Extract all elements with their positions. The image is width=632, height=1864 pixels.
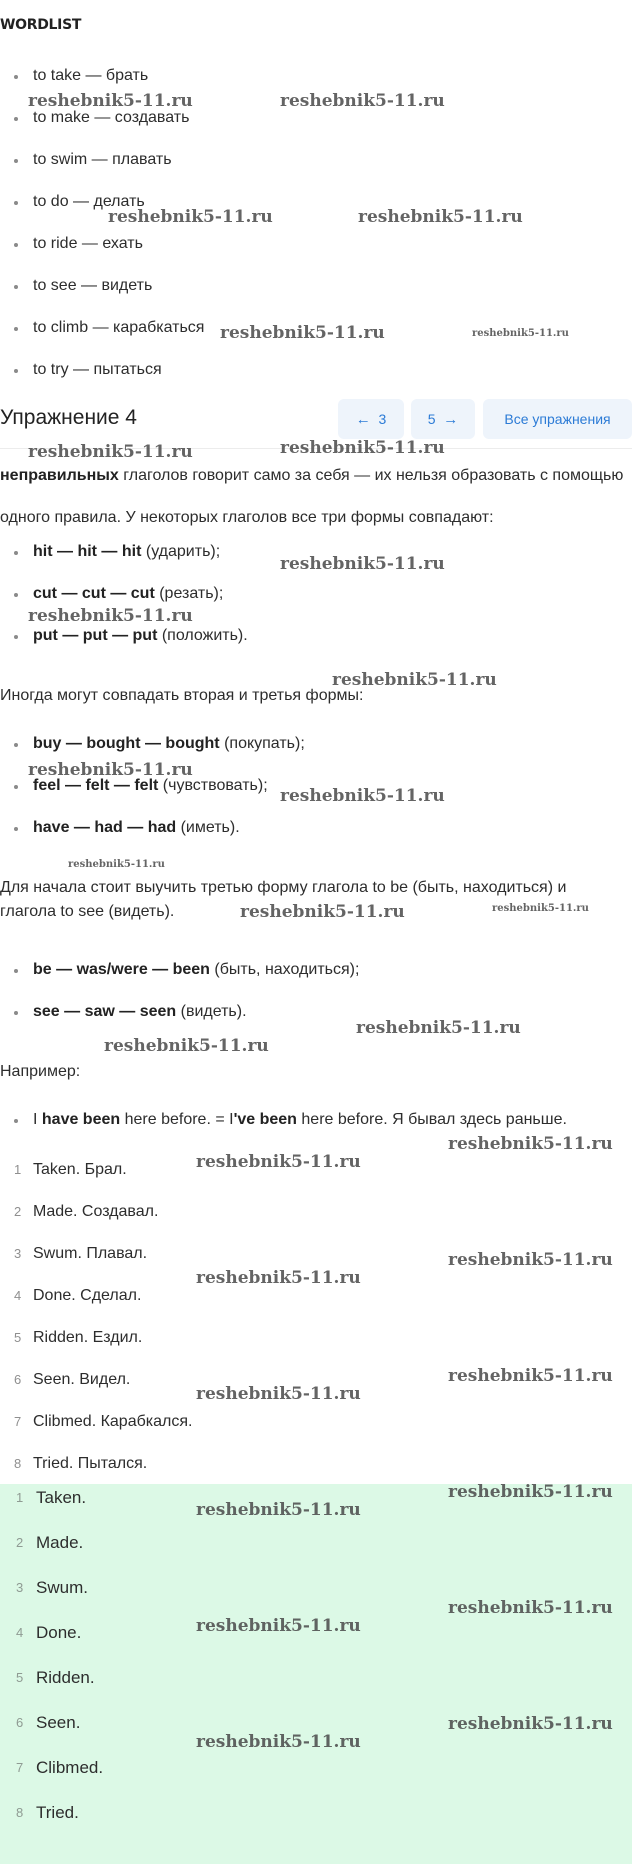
answer-block <box>0 1484 632 1864</box>
wordlist-title: WORDLIST <box>0 17 82 33</box>
watermark: reshebnik5-11.ru <box>356 1018 521 1038</box>
watermark: reshebnik5-11.ru <box>448 1714 613 1734</box>
answer-row: 6 Seen. <box>16 1713 81 1732</box>
bullet-dot-icon <box>14 243 18 247</box>
answer-row: 6 Seen. Видел. <box>14 1371 131 1388</box>
bullet-dot-icon <box>14 369 18 373</box>
watermark: reshebnik5-11.ru <box>68 859 165 870</box>
answer-row: 5 Ridden. Ездил. <box>14 1329 143 1346</box>
prev-exercise-button[interactable]: ← 3 <box>338 399 404 439</box>
watermark: reshebnik5-11.ru <box>280 554 445 574</box>
answer-row: 4 Done. Сделал. <box>14 1287 142 1304</box>
answer-row: 7 Clibmed. <box>16 1758 104 1777</box>
bullet-dot-icon <box>14 1119 18 1123</box>
all-exercises-button[interactable]: Все упражнения <box>483 399 632 439</box>
watermark: reshebnik5-11.ru <box>196 1500 361 1520</box>
watermark: reshebnik5-11.ru <box>196 1268 361 1288</box>
answer-row: 3 Swum. Плавал. <box>14 1245 148 1262</box>
answer-row: 5 Ridden. <box>16 1668 95 1687</box>
watermark: reshebnik5-11.ru <box>448 1482 613 1502</box>
answer-row: 8 Tried. <box>16 1803 79 1822</box>
bullet-dot-icon <box>14 1011 18 1015</box>
watermark: reshebnik5-11.ru <box>28 91 193 111</box>
watermark: reshebnik5-11.ru <box>28 606 193 626</box>
bullet-dot-icon <box>14 117 18 121</box>
watermark: reshebnik5-11.ru <box>358 207 523 227</box>
bullet-dot-icon <box>14 201 18 205</box>
watermark: reshebnik5-11.ru <box>280 786 445 806</box>
watermark: reshebnik5-11.ru <box>108 207 273 227</box>
watermark: reshebnik5-11.ru <box>196 1616 361 1636</box>
answer-row: 7 Clibmed. Карабкался. <box>14 1413 193 1430</box>
bullet-dot-icon <box>14 827 18 831</box>
answer-row: 2 Made. Создавал. <box>14 1203 159 1220</box>
watermark: reshebnik5-11.ru <box>196 1152 361 1172</box>
watermark: reshebnik5-11.ru <box>196 1384 361 1404</box>
watermark: reshebnik5-11.ru <box>196 1732 361 1752</box>
answer-row: 2 Made. <box>16 1533 84 1552</box>
next-exercise-button[interactable]: 5 → <box>411 399 475 439</box>
arrow-right-icon: → <box>443 411 459 428</box>
bullet-dot-icon <box>14 551 18 555</box>
watermark: reshebnik5-11.ru <box>332 670 497 690</box>
watermark: reshebnik5-11.ru <box>448 1134 613 1154</box>
watermark: reshebnik5-11.ru <box>448 1250 613 1270</box>
intro-paragraph: неправильных глаголов говорит само за себя — их нельзя образовать с помощью одного правила. У некоторых глаголов все три формы совпадают: <box>0 467 624 526</box>
answer-row: 1 Taken. Брал. <box>14 1161 127 1178</box>
bullet-dot-icon <box>14 593 18 597</box>
bullet-dot-icon <box>14 635 18 639</box>
watermark: reshebnik5-11.ru <box>280 438 445 458</box>
watermark: reshebnik5-11.ru <box>492 903 589 914</box>
bullet-dot-icon <box>14 75 18 79</box>
bullet-dot-icon <box>14 743 18 747</box>
arrow-left-icon: ← <box>355 411 371 428</box>
watermark: reshebnik5-11.ru <box>104 1036 269 1056</box>
watermark: reshebnik5-11.ru <box>448 1366 613 1386</box>
bullet-dot-icon <box>14 285 18 289</box>
bullet-dot-icon <box>14 327 18 331</box>
answer-row: 4 Done. <box>16 1623 82 1642</box>
bullet-dot-icon <box>14 785 18 789</box>
answer-row: 8 Tried. Пытался. <box>14 1455 148 1472</box>
watermark: reshebnik5-11.ru <box>28 442 193 462</box>
example-label: Например: <box>0 1063 81 1080</box>
bullet-dot-icon <box>14 969 18 973</box>
exercise-title: Упражнение 4 <box>0 406 137 429</box>
answer-row: 3 Swum. <box>16 1578 88 1597</box>
bullet-dot-icon <box>14 159 18 163</box>
watermark: reshebnik5-11.ru <box>240 902 405 922</box>
watermark: reshebnik5-11.ru <box>280 91 445 111</box>
second-third-text: Иногда могут совпадать вторая и третья формы: <box>0 687 364 704</box>
watermark: reshebnik5-11.ru <box>28 760 193 780</box>
to-be-text: Для начала стоит выучить третью форму глагола to be (быть, находиться) и глагола to see (видеть). <box>0 879 567 920</box>
answer-row: 1 Taken. <box>16 1488 87 1507</box>
watermark: reshebnik5-11.ru <box>220 323 385 343</box>
watermark: reshebnik5-11.ru <box>448 1598 613 1618</box>
watermark: reshebnik5-11.ru <box>472 328 569 339</box>
